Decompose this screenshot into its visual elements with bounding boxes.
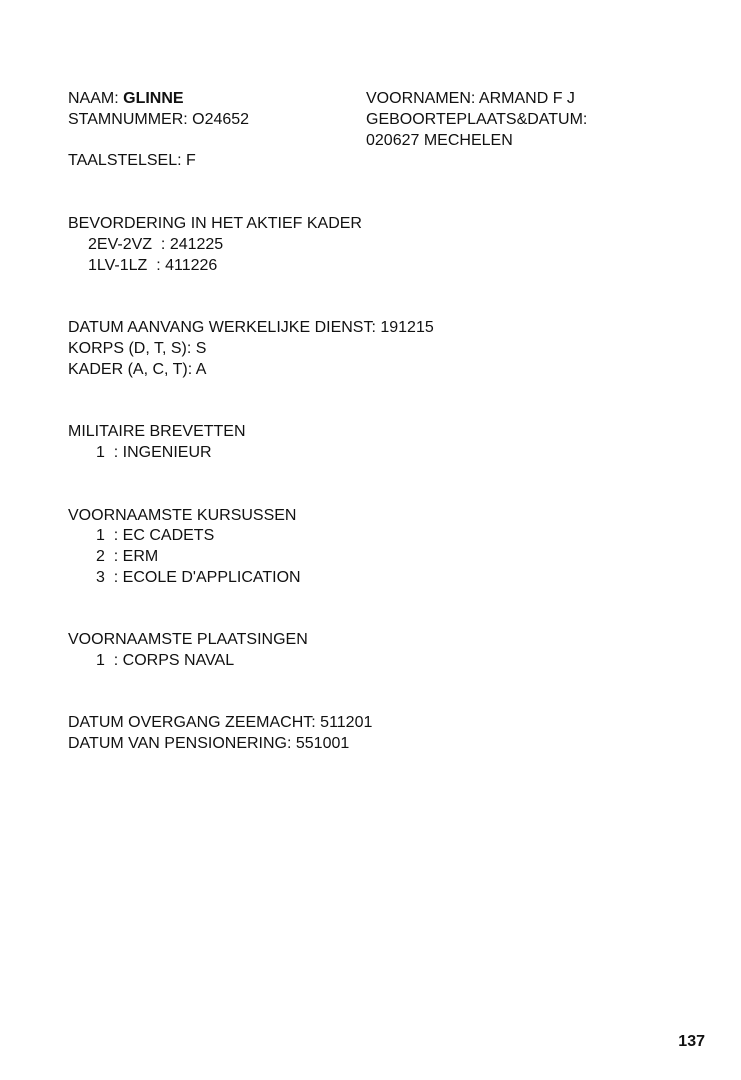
bevordering-title: BEVORDERING IN HET AKTIEF KADER [68,215,362,232]
plaatsing-item: 1 : CORPS NAVAL [96,652,235,669]
korps: KORPS (D, T, S): S [68,340,207,357]
datum-pensionering: DATUM VAN PENSIONERING: 551001 [68,735,350,752]
kursus-item: 3 : ECOLE D'APPLICATION [96,569,301,586]
stamnummer: STAMNUMMER: O24652 [68,111,250,128]
plaatsingen-title: VOORNAAMSTE PLAATSINGEN [68,631,308,648]
taalstelsel: TAALSTELSEL: F [68,152,196,169]
bevordering-item: 2EV-2VZ : 241225 [88,236,224,253]
brevetten-title: MILITAIRE BREVETTEN [68,423,246,440]
kursussen-title: VOORNAAMSTE KURSUSSEN [68,507,297,524]
geboorte-label: GEBOORTEPLAATS&DATUM: [366,111,588,128]
naam-label: NAAM: [68,90,124,107]
page-number: 137 [678,1033,705,1050]
geboorte-value: 020627 MECHELEN [366,132,513,149]
voornamen: VOORNAMEN: ARMAND F J [366,90,575,107]
naam-value: GLINNE [123,90,184,107]
datum-overgang-zeemacht: DATUM OVERGANG ZEEMACHT: 511201 [68,714,373,731]
kader: KADER (A, C, T): A [68,361,207,378]
bevordering-item: 1LV-1LZ : 411226 [88,257,218,274]
kursus-item: 2 : ERM [96,548,159,565]
kursus-item: 1 : EC CADETS [96,527,215,544]
datum-aanvang-dienst: DATUM AANVANG WERKELIJKE DIENST: 191215 [68,319,434,336]
brevet-item: 1 : INGENIEUR [96,444,212,461]
naam-line [68,88,184,109]
